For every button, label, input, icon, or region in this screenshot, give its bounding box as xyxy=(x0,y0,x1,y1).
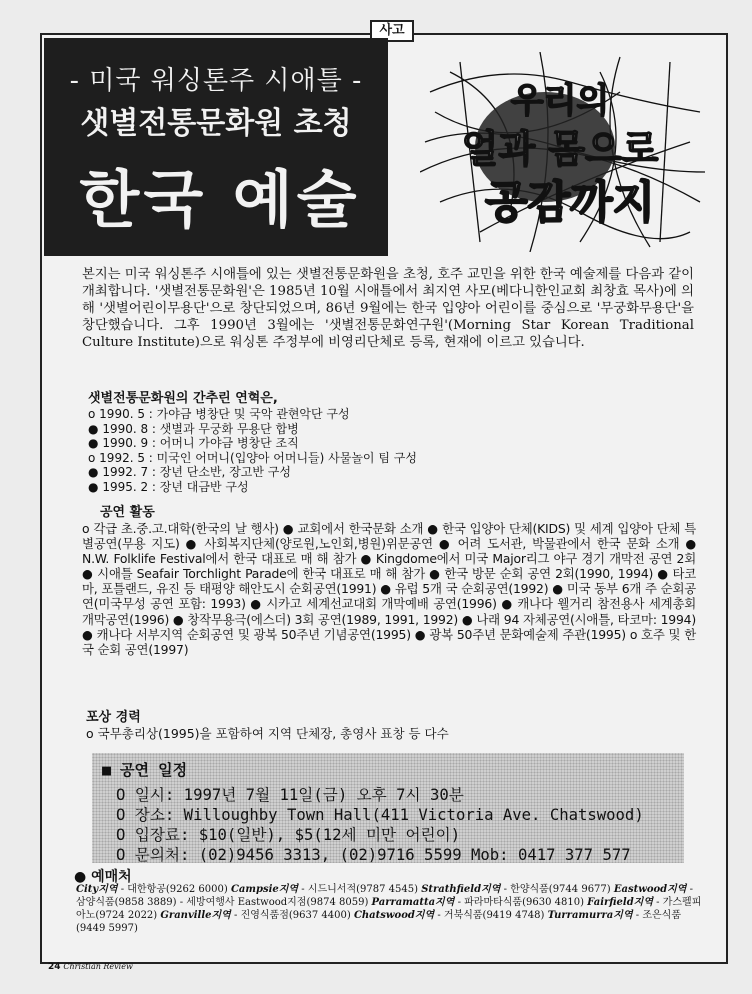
history-text: 1990. 8 : 샛별과 무궁화 무용단 합병 xyxy=(102,421,299,436)
title-subtitle-host: 샛별전통문화원 초청 xyxy=(80,106,352,141)
title-block xyxy=(44,38,388,325)
ticket-shops: - 가스펠피아노(9724 2022) xyxy=(76,897,702,921)
award-heading: 포상 경력 xyxy=(86,710,141,725)
page-number: 24 xyxy=(48,962,61,972)
activities-heading: 공연 활동 xyxy=(100,505,155,520)
tickets-heading: ● 예매처 xyxy=(74,869,132,885)
history-list xyxy=(88,407,588,494)
history-item xyxy=(88,451,588,466)
svg-text:공감까지: 공감까지 xyxy=(484,177,656,228)
history-bullet: ● xyxy=(88,421,99,436)
history-item xyxy=(88,422,588,437)
ticket-shops: - 대한항공(9262 6000) xyxy=(117,884,231,895)
ticket-area: Fairfield지역 xyxy=(587,897,653,908)
ticket-shops: - 거북식품(9419 4748) xyxy=(434,910,548,921)
history-bullet: o xyxy=(88,407,96,421)
history-heading: 샛별전통문화원의 간추린 연혁은, xyxy=(88,391,278,406)
title-subtitle-location: - 미국 워싱톤주 시애틀 - xyxy=(69,66,363,96)
ticket-area: Campsie지역 xyxy=(230,884,299,895)
schedule-venue: O 장소: Willoughby Town Hall(411 Victoria Ave. Chatswood) xyxy=(116,806,644,824)
ticket-shops: - 조은식품(9449 5997) xyxy=(76,910,681,934)
ticket-area: Granville지역 xyxy=(160,910,231,921)
history-text: 1990. 9 : 어머니 가야금 병창단 조직 xyxy=(102,436,299,450)
ticket-outlets xyxy=(76,883,702,935)
history-bullet: o xyxy=(88,450,96,465)
ticket-area: City지역 xyxy=(76,884,118,895)
history-text: 1992. 5 : 미국인 어머니(입양아 어머니들) 사물놀이 팀 구성 xyxy=(99,450,417,465)
calligraphy-artwork xyxy=(420,52,706,252)
ticket-shops: - 시드니서적(9787 4545) xyxy=(298,884,422,895)
schedule-date: O 일시: 1997년 7월 11일(금) 오후 7시 30분 xyxy=(116,786,464,804)
artwork-text: 우리의 xyxy=(510,81,610,121)
history-text: 1995. 2 : 장년 대금반 구성 xyxy=(102,479,249,494)
history-item xyxy=(88,480,588,495)
section-tag: 사고 xyxy=(370,20,414,42)
history-item xyxy=(88,407,588,422)
magazine-name: Christian Review xyxy=(63,962,133,971)
activities-paragraph: o 각급 초.중.고.대학(한국의 날 행사) ● 교회에서 한국문화 소개 ● 한국 입양아 단체(KIDS) 및 세계 입양아 단체 특별공연(무용 지도) ● 사회복지단체(양로원,노인회,병원)위문공연 ● 어려 도서관, 박물관에서 한국 문화 소개 ● N.W. Folklife Festival에서 한국 대표로 매 해 참가 ● Kingdome에서 미국 Major리그 야구 경기 개막전 공연 2회 ● 시애틀 Seafair Torchlight Parade에 한국 대표로 매 해 참가 ● 한국 방문 순회 공연 2회(1990, 1994) ● 타코마, 포틀랜드, 유진 등 태평양 해안도시 순회공연(1991) ● 유럽 5개 국 순회공연(1992) ● 미국 동부 6개 주 순회공연(미국무성 공연 포함: 1993) ● 시카고 세계선교대회 개막예배 공연(1996) ● 캐나다 웰거리 참전용사 세계총회 개막공연(1996) ● 창작무용극(에스더) 3회 공연(1989, 1991, 1992) ● 나래 94 자체공연(시애틀, 타코마: 1994) ● 캐나다 서부지역 순회공연 및 광복 50주년 기념공연(1995) ● 광복 50주년 문화예술제 주관(1995) o 호주 및 한국 순회 공연(1997) xyxy=(82,521,696,657)
ticket-area: Strathfield지역 xyxy=(421,884,501,895)
title-main: 한국 예술제 xyxy=(79,163,361,325)
ticket-area: Parramatta지역 xyxy=(371,897,455,908)
ticket-area: Eastwood지역 xyxy=(613,884,687,895)
schedule-box xyxy=(92,753,684,863)
history-bullet: ● xyxy=(88,479,99,494)
award-text: o 국무총리상(1995)을 포함하여 지역 단체장, 총영사 표창 등 다수 xyxy=(86,726,449,741)
history-item xyxy=(88,465,588,480)
schedule-price: O 입장료: $10(일반), $5(12세 미만 어린이) xyxy=(116,826,461,844)
history-bullet: ● xyxy=(88,436,99,450)
schedule-title: ■ 공연 일정 xyxy=(102,761,188,779)
ticket-shops: - 진영식품점(9637 4400) xyxy=(230,910,354,921)
page-footer xyxy=(48,962,133,972)
svg-text:얼과 몸으로: 얼과 몸으로 xyxy=(461,127,659,171)
ticket-area: Turramurra지역 xyxy=(547,910,633,921)
history-text: 1990. 5 : 가야금 병창단 및 국악 관현악단 구성 xyxy=(99,407,350,421)
schedule-contact: O 문의처: (02)9456 3313, (02)9716 5599 Mob: 0417 377 577 xyxy=(116,846,631,864)
history-text: 1992. 7 : 장년 단소반, 장고반 구성 xyxy=(102,465,291,479)
ticket-shops: - 한양식품(9744 9677) xyxy=(500,884,614,895)
intro-paragraph: 본지는 미국 워싱톤주 시애틀에 있는 샛별전통문화원을 초청, 호주 교민을 위한 한국 예술제를 다음과 같이 개최합니다. '샛별전통문화원'은 1985년 10월 시애틀에서 최지연 사모(베다니한인교회 최창효 목사)에 의해 '샛별어린이무용단'으로 창단되었으며, 86년 9월에는 한국 입양아 어린이를 중심으로 '무궁화무용단'을 창단했습니다. 그후 1990년 3월에는 '샛별전통문화연구원'(Morning Star Korean Traditional Culture Institute)으로 워싱톤 주정부에 비영리단체로 등록, 현재에 이르고 있습니다. xyxy=(82,267,694,350)
history-bullet: ● xyxy=(88,465,99,479)
ticket-area: Chatswood지역 xyxy=(353,910,435,921)
ticket-shops: - 삼양식품(9858 3889) - 세방여행사 Eastwood지점(9874 8059) xyxy=(76,884,694,908)
ticket-shops: - 파라마타식품(9630 4810) xyxy=(454,897,588,908)
history-item xyxy=(88,436,588,451)
